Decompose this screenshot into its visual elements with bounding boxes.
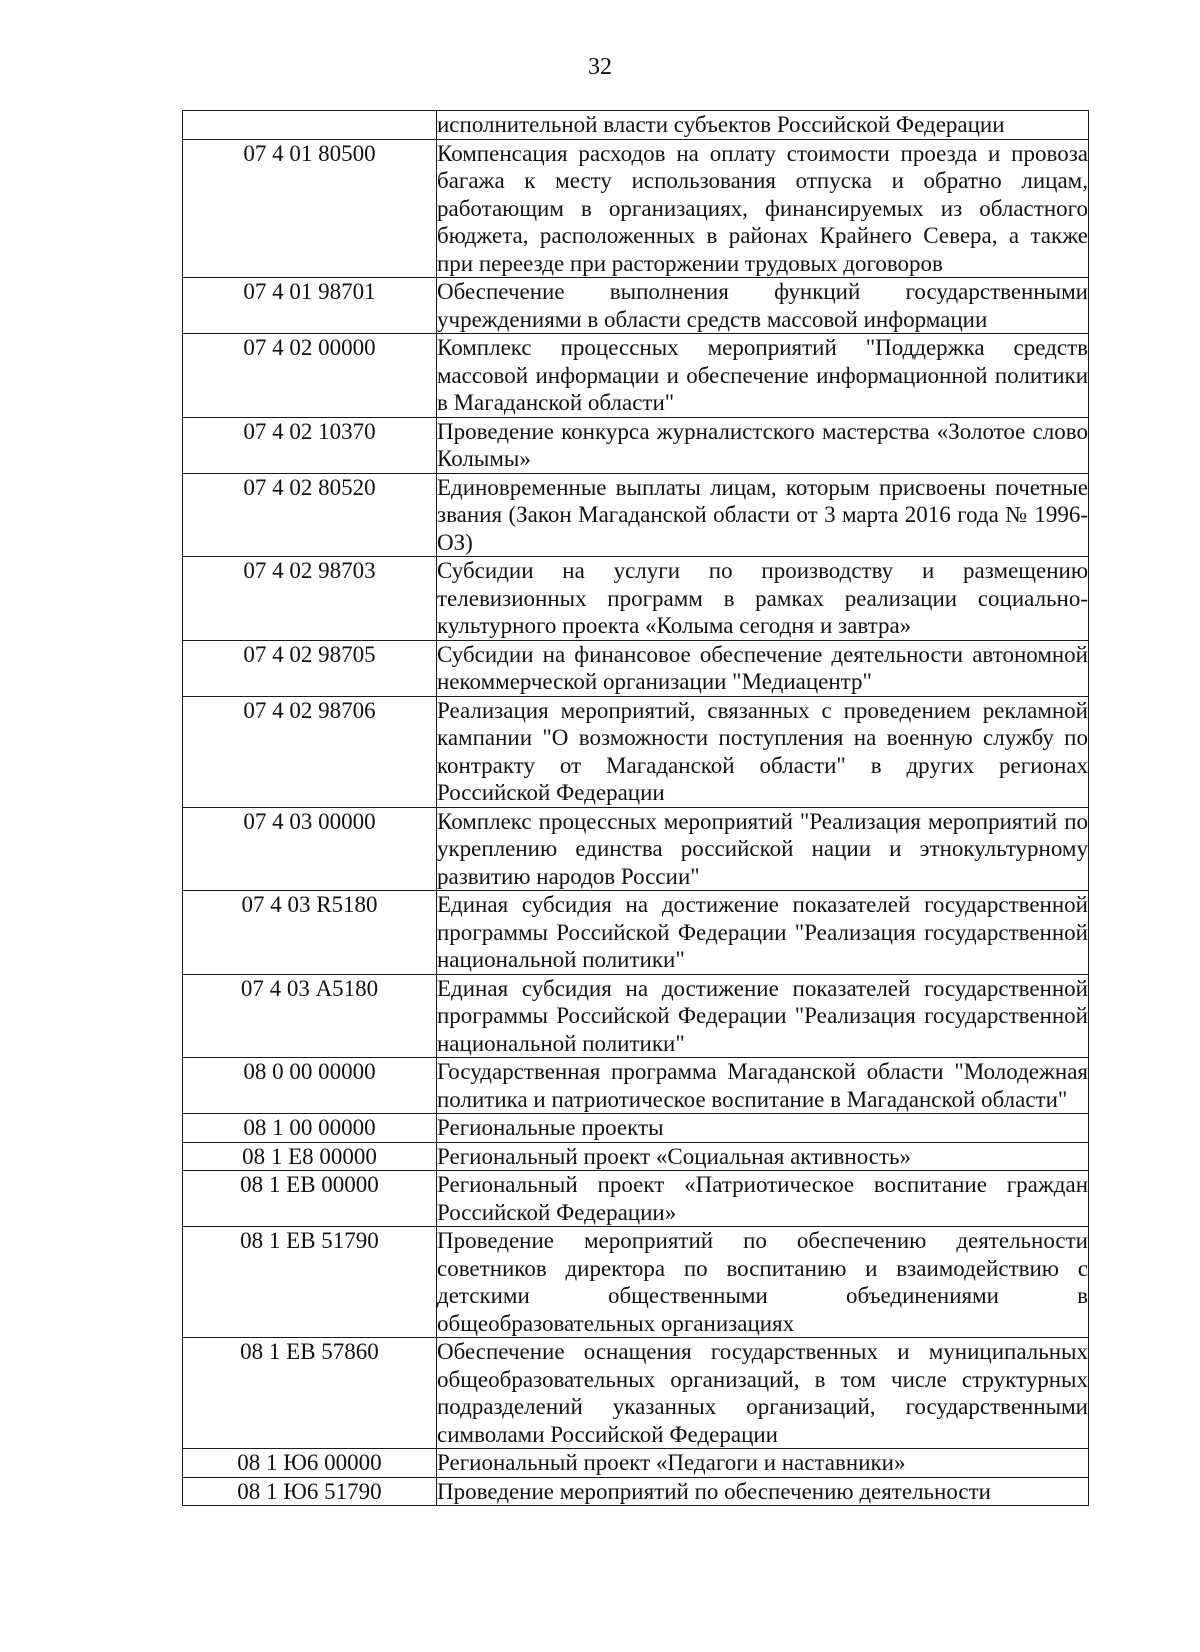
table-row xyxy=(183,1058,1089,1114)
row-code: 08 1 ЕВ 00000 xyxy=(183,1171,437,1227)
row-code: 07 4 01 98701 xyxy=(183,278,437,334)
table-row xyxy=(183,640,1089,696)
row-name: Единая субсидия на достижение показателей государственной программы Российской Федерации "Реализация государственной национальной политики" xyxy=(437,892,1088,972)
row-code: 08 1 Ю6 00000 xyxy=(183,1449,437,1478)
table-row xyxy=(183,1114,1089,1143)
table-row xyxy=(183,1227,1089,1338)
row-name: Субсидии на финансовое обеспечение деятельности автономной некоммерческой организации "Медиацентр" xyxy=(437,641,1088,694)
row-code: 07 4 03 R5180 xyxy=(183,891,437,975)
row-name: Комплекс процессных мероприятий "Поддержка средств массовой информации и обеспечение информационной политики в Магаданской области" xyxy=(437,335,1088,415)
row-name: Единая субсидия на достижение показателей государственной программы Российской Федерации "Реализация государственной национальной политики" xyxy=(437,975,1088,1056)
row-name: Реализация мероприятий, связанных с проведением рекламной кампании "О возможности поступления на военную службу по контракту от Магаданской области" в других регионах Российской Федерации xyxy=(437,697,1088,805)
row-code: 08 1 00 00000 xyxy=(183,1114,437,1143)
row-code xyxy=(183,111,437,140)
row-code: 07 4 02 80520 xyxy=(183,473,437,557)
row-code: 08 0 00 00000 xyxy=(183,1058,437,1114)
table-row xyxy=(183,278,1089,334)
row-code: 08 1 Ю6 51790 xyxy=(183,1477,437,1506)
table-row xyxy=(183,891,1089,975)
row-code: 07 4 02 98703 xyxy=(183,557,437,641)
row-name: Проведение мероприятий по обеспечению деятельности советников директора по воспитанию и взаимодействию с детскими общественными объединениями в общеобразовательных организациях xyxy=(437,1228,1088,1336)
row-name: Проведение конкурса журналистского мастерства «Золотое слово Колымы» xyxy=(437,418,1088,471)
page-number: 32 xyxy=(588,54,612,80)
row-code: 07 4 01 80500 xyxy=(183,139,437,278)
table-row xyxy=(183,473,1089,557)
row-code: 08 1 ЕВ 57860 xyxy=(183,1338,437,1449)
table-row xyxy=(183,334,1089,418)
row-name: Проведение мероприятий по обеспечению деятельности xyxy=(437,1477,1089,1506)
table-row xyxy=(183,139,1089,278)
row-code: 08 1 ЕВ 51790 xyxy=(183,1227,437,1338)
budget-classification-table xyxy=(182,110,1089,1506)
row-code: 08 1 Е8 00000 xyxy=(183,1142,437,1171)
table-row xyxy=(183,1449,1089,1478)
row-code: 07 4 03 А5180 xyxy=(183,974,437,1058)
table-row xyxy=(183,557,1089,641)
table-row xyxy=(183,696,1089,807)
row-name: Региональный проект «Педагоги и наставники» xyxy=(437,1449,1089,1478)
row-name: Единовременные выплаты лицам, которым присвоены почетные звания (Закон Магаданской области от 3 марта 2016 года № 1996-ОЗ) xyxy=(437,474,1088,555)
table-row xyxy=(183,974,1089,1058)
row-code: 07 4 02 98705 xyxy=(183,640,437,696)
table-row xyxy=(183,111,1089,140)
row-name: исполнительной власти субъектов Российской Федерации xyxy=(437,111,1089,140)
row-name: Региональный проект «Социальная активность» xyxy=(437,1142,1089,1171)
table-row xyxy=(183,1338,1089,1449)
row-code: 07 4 02 98706 xyxy=(183,696,437,807)
row-code: 07 4 02 00000 xyxy=(183,334,437,418)
table-row xyxy=(183,1142,1089,1171)
row-name: Государственная программа Магаданской области "Молодежная политика и патриотическое воспитание в Магаданской области" xyxy=(437,1059,1088,1112)
row-name: Обеспечение оснащения государственных и муниципальных общеобразовательных организаций, в том числе структурных подразделений указанных организаций, государственными символами Российской Федерации xyxy=(437,1339,1088,1447)
row-name: Региональный проект «Патриотическое воспитание граждан Российской Федерации» xyxy=(437,1172,1088,1225)
row-name: Субсидии на услуги по производству и размещению телевизионных программ в рамках реализации социально-культурного проекта «Колыма сегодня и завтра» xyxy=(437,558,1088,638)
table-row xyxy=(183,1477,1089,1506)
row-name: Обеспечение выполнения функций государственными учреждениями в области средств массовой информации xyxy=(437,279,1088,332)
table-row xyxy=(183,807,1089,891)
table-row xyxy=(183,1171,1089,1227)
row-code: 07 4 03 00000 xyxy=(183,807,437,891)
table-row xyxy=(183,417,1089,473)
row-name: Компенсация расходов на оплату стоимости проезда и провоза багажа к месту использования отпуска и обратно лицам, работающим в организациях, финансируемых из областного бюджета, расположенных в районах Крайнего Севера, а также при переезде при расторжении трудовых договоров xyxy=(437,140,1088,276)
row-name: Региональные проекты xyxy=(437,1114,1089,1143)
row-code: 07 4 02 10370 xyxy=(183,417,437,473)
row-name: Комплекс процессных мероприятий "Реализация мероприятий по укреплению единства российской нации и этнокультурному развитию народов России" xyxy=(437,808,1088,889)
